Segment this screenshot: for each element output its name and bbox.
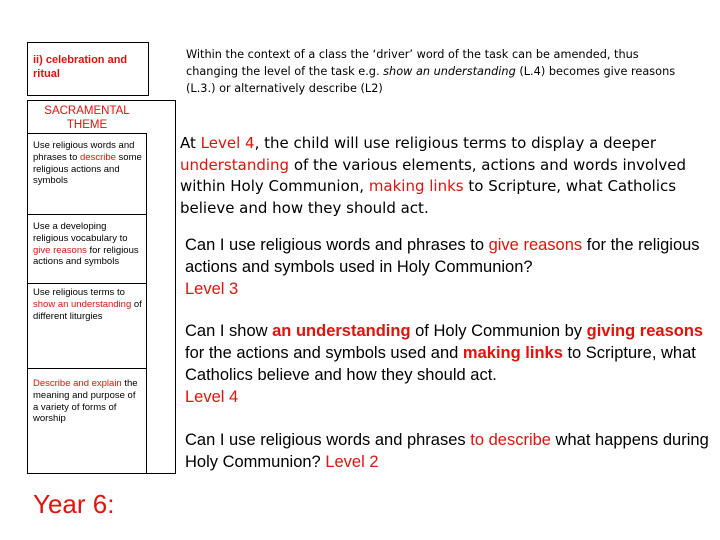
question-text: of Holy Communion by	[410, 322, 587, 340]
table-divider	[28, 283, 146, 284]
cell-text: Use a developing religious vocabulary to	[33, 221, 128, 244]
level-4-description	[180, 133, 700, 219]
desc-text: , the child will use religious terms to display a deeper	[254, 134, 656, 152]
desc-keyword: making links	[368, 177, 464, 195]
theme-cell-give-reasons	[33, 221, 143, 268]
cell-text: the meaning and purpose of a variety of forms of worship	[33, 378, 138, 425]
cell-text: of different liturgies	[33, 298, 142, 322]
intro-paragraph	[186, 46, 686, 97]
cell-text: for religious actions and symbols	[33, 244, 139, 268]
desc-keyword: understanding	[180, 155, 290, 174]
question-level-2	[185, 429, 710, 473]
intro-example: show an understanding	[383, 65, 516, 78]
theme-cell-explain	[33, 378, 143, 425]
celebration-ritual-box	[27, 42, 149, 96]
question-text: Can I use religious words and phrases	[185, 431, 471, 449]
cell-keyword: show an understanding	[33, 298, 132, 310]
cell-text: Use religious words and phrases to	[33, 140, 135, 163]
question-text: Can I show	[185, 322, 273, 340]
question-keyword: giving reasons	[586, 322, 704, 340]
theme-heading: SACRAMENTAL THEME	[44, 105, 130, 131]
table-divider-vertical	[146, 133, 147, 473]
sacramental-theme-table	[27, 100, 176, 474]
question-keyword: making links	[462, 344, 563, 362]
question-text: for the religious actions and symbols used in Holy Communion?	[185, 236, 700, 276]
question-text: to Scripture, what Catholics believe and how they should act.	[185, 344, 696, 384]
question-level: Level 4	[185, 388, 239, 406]
table-divider	[28, 214, 146, 215]
desc-text: of the various elements, actions and words involved within Holy Communion,	[180, 155, 687, 195]
desc-level: Level 4	[200, 134, 255, 152]
intro-text: Within the context of a class the ‘driver’ word of the task can be amended, thus changing the level of the task e.g.	[186, 48, 639, 78]
cell-keyword: Describe and explain	[33, 378, 122, 389]
celebration-ritual-label: ii) celebration and ritual	[33, 54, 128, 80]
question-text: for the actions and symbols used and	[185, 344, 463, 362]
question-keyword: to describe	[470, 431, 551, 449]
intro-text: (L.4) becomes give reasons (L.3.) or alternatively describe (L2)	[186, 65, 676, 95]
cell-keyword: describe	[80, 151, 116, 163]
question-level-4	[185, 320, 710, 408]
cell-text: some religious actions and symbols	[33, 151, 142, 187]
question-level-3	[185, 234, 710, 300]
theme-cell-understanding	[33, 287, 143, 322]
desc-text: to Scripture, what Catholics believe and how they should act.	[180, 177, 677, 217]
question-text: what happens during Holy Communion?	[185, 431, 709, 471]
table-divider	[28, 368, 146, 369]
question-text: Can I use religious words and phrases to	[185, 236, 489, 254]
theme-cell-describe	[33, 140, 143, 187]
desc-text: At	[180, 134, 201, 152]
question-level: Level 3	[185, 280, 239, 298]
question-keyword: give reasons	[488, 236, 583, 254]
cell-keyword: give reasons	[33, 244, 87, 256]
year-label: Year 6:	[33, 489, 115, 519]
table-divider	[28, 133, 146, 134]
question-level: Level 2	[325, 453, 379, 471]
question-keyword: an understanding	[272, 322, 411, 340]
cell-text: Use religious terms to	[33, 287, 125, 298]
